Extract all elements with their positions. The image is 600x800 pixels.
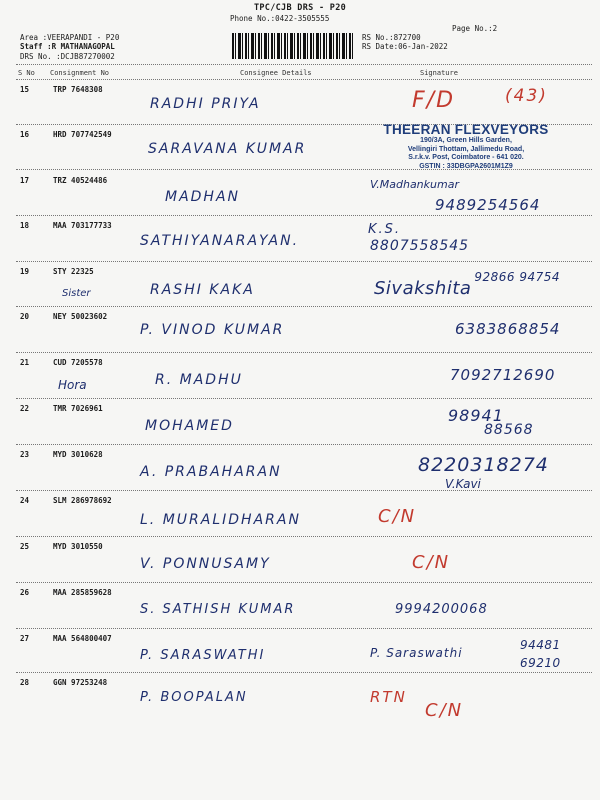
drs-number: DRS No. :DCJB87270002 — [20, 52, 115, 61]
row-divider — [16, 215, 592, 216]
row-consignment: MYD 3010628 — [53, 450, 103, 459]
row-signature-extra: V.Kavi — [445, 477, 481, 491]
row-signature: 9994200068 — [395, 602, 488, 617]
area-label: Area :VEERAPANDI - P20 — [20, 33, 120, 42]
row-consignment: TRP 7648308 — [53, 85, 103, 94]
page-number: Page No.:2 — [452, 24, 498, 33]
row-divider — [16, 398, 592, 399]
stamp-address-line: Vellingiri Thottam, Jallimedu Road, — [407, 145, 525, 153]
row-consignee: A. PRABAHARAN — [140, 464, 282, 480]
row-consignment: TMR 7026961 — [53, 404, 103, 413]
stamp-gstin: GSTIN : 33DBGPA2601M1Z9 — [419, 162, 513, 170]
row-consignee: P. BOOPALAN — [140, 690, 248, 705]
row-signature: RTN — [370, 688, 407, 706]
row-sno: 22 — [20, 404, 30, 413]
row-note: Hora — [58, 378, 87, 392]
row-consignee: SARAVANA KUMAR — [148, 141, 307, 157]
header-rule-bottom — [16, 79, 592, 80]
row-divider — [16, 352, 592, 353]
row-divider — [16, 444, 592, 445]
row-sno: 24 — [20, 496, 30, 505]
barcode — [232, 33, 354, 59]
row-signature-extra: 94481 69210 — [520, 638, 561, 670]
row-signature: 6383868854 — [455, 320, 561, 338]
row-consignee: S. SATHISH KUMAR — [140, 602, 296, 617]
row-sno: 20 — [20, 312, 30, 321]
row-sno: 26 — [20, 588, 30, 597]
row-signature: C/N — [412, 552, 451, 573]
row-divider — [16, 672, 592, 673]
column-header-sno: S No — [18, 69, 35, 77]
row-divider — [16, 306, 592, 307]
row-signature: K.S. — [368, 222, 402, 237]
stamp-address-line: S.r.k.v. Post, Coimbatore - 641 020. — [408, 154, 524, 161]
row-sno: 23 — [20, 450, 30, 459]
row-sno: 25 — [20, 542, 30, 551]
row-consignment: MAA 564800407 — [53, 634, 112, 643]
row-signature-extra: 88568 — [484, 422, 534, 438]
column-header-signature: Signature — [420, 69, 458, 77]
row-consignee: MADHAN — [165, 189, 241, 205]
row-sno: 18 — [20, 221, 30, 230]
row-divider — [16, 628, 592, 629]
row-sno: 15 — [20, 85, 30, 94]
row-signature: 98941 — [448, 406, 504, 425]
row-divider — [16, 582, 592, 583]
row-consignment: TRZ 40524486 — [53, 176, 108, 185]
row-consignee: SATHIYANARAYAN. — [140, 233, 300, 249]
row-consignee: MOHAMED — [145, 418, 234, 434]
row-consignment: CUD 7205578 — [53, 358, 103, 367]
row-signature: C/N — [378, 506, 417, 527]
row-signature-extra: 8807558545 — [370, 238, 470, 254]
row-signature: P. Saraswathi — [370, 646, 463, 660]
staff-label: Staff :R MATHANAGOPAL — [20, 42, 115, 51]
row-sno: 27 — [20, 634, 30, 643]
row-consignment: MYD 3010550 — [53, 542, 103, 551]
row-sno: 28 — [20, 678, 30, 687]
rs-date: RS Date:06-Jan-2022 — [362, 42, 448, 51]
row-consignment: GGN 97253248 — [53, 678, 108, 687]
row-consignment: MAA 285859628 — [53, 588, 112, 597]
row-signature: Sivakshita — [374, 278, 472, 299]
row-signature-extra: (43) — [505, 86, 548, 106]
row-consignee: RADHI PRIYA — [150, 96, 261, 112]
row-consignment: STY 22325 — [53, 267, 94, 276]
row-consignee: P. SARASWATHI — [140, 648, 266, 663]
row-divider — [16, 490, 592, 491]
row-signature-extra: 9489254564 — [435, 196, 541, 214]
row-signature-extra: C/N — [425, 700, 464, 721]
column-header-consignee: Consignee Details — [240, 69, 312, 77]
rs-number: RS No.:872700 — [362, 33, 421, 42]
row-signature: V.Madhankumar — [370, 178, 459, 191]
row-consignee: V. PONNUSAMY — [140, 556, 271, 572]
stamp-address-line: 190/3A, Green Hills Garden, — [420, 137, 512, 144]
row-consignee: R. MADHU — [155, 372, 243, 388]
row-consignee: P. VINOD KUMAR — [140, 322, 285, 338]
row-divider — [16, 261, 592, 262]
row-signature: F/D — [412, 88, 456, 113]
row-consignment: NEY 50023602 — [53, 312, 108, 321]
row-sno: 21 — [20, 358, 30, 367]
row-signature: 7092712690 — [450, 366, 556, 384]
row-consignee: RASHI KAKA — [150, 282, 255, 298]
row-sno: 17 — [20, 176, 30, 185]
row-consignee: L. MURALIDHARAN — [140, 512, 301, 528]
row-divider — [16, 536, 592, 537]
column-header-consignment: Consignment No — [50, 69, 110, 77]
row-sno: 19 — [20, 267, 30, 276]
stamp-company-name: THEERAN FLEXVEYORS — [383, 122, 549, 137]
sheet-title: TPC/CJB DRS - P20 — [253, 3, 347, 13]
row-consignment: HRD 707742549 — [53, 130, 112, 139]
row-sno: 16 — [20, 130, 30, 139]
phone-number: Phone No.:0422-3505555 — [230, 14, 330, 23]
row-signature-extra: 92866 94754 — [474, 270, 560, 284]
company-stamp — [380, 122, 552, 171]
row-note: Sister — [62, 288, 91, 299]
header-rule-top — [16, 64, 592, 65]
row-consignment: MAA 703177733 — [53, 221, 112, 230]
row-consignment: SLM 286978692 — [53, 496, 112, 505]
row-signature: 8220318274 — [418, 454, 549, 476]
